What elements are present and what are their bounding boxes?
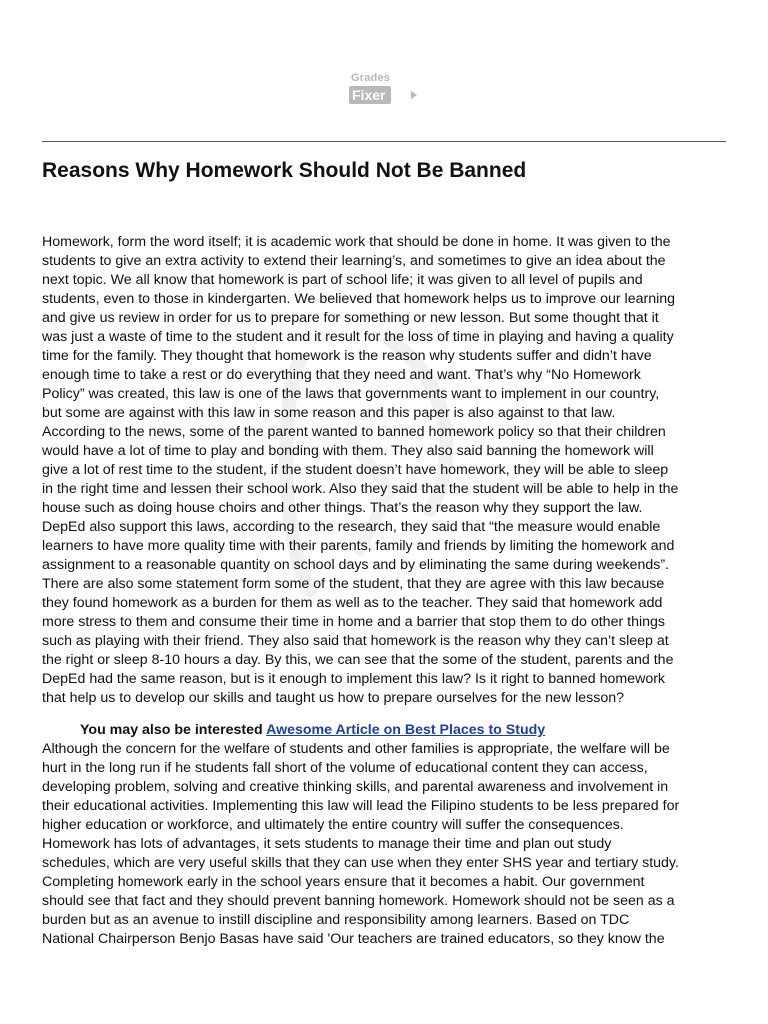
text-line: Completing homework early in the school years ensure that it becomes a habit. Our government [42,874,645,890]
text-line: they found homework as a burden for them as well as to the teacher. They said that homework add [42,595,663,611]
text-line: more stress to them and consume their time in home and a barrier that stop them to do other things [42,614,665,630]
text-line: the right or sleep 8-10 hours a day. By this, we can see that the some of the student, parents and the [42,652,674,668]
text-line: burden but as an avenue to instill discipline and responsibility among learners. Based on TDC [42,912,630,928]
gradesfixer-logo[interactable] [349,72,421,108]
text-line: enough time to take a rest or do everything that they need and want. That’s why “No Homework [42,367,641,383]
text-line: There are also some statement form some of the student, that they are agree with this law because [42,576,665,592]
text-line: and give us review in order for us to prepare for something or new lesson. But some thought that it [42,310,659,326]
text-line: students to give an extra activity to extend their learning’s, and sometimes to give an idea about the [42,253,666,269]
text-line: schedules, which are very useful skills that they can use when they enter SHS year and tertiary study. [42,855,679,871]
text-line: was just a waste of time to the student and it result for the loss of time in playing and having a quality [42,329,674,345]
text-line: next topic. We all know that homework is part of school life; it was given to all level of pupils and [42,272,643,288]
text-line: assignment to a reasonable quantity on school days and by eliminating the same during weekends”. [42,557,669,573]
text-line: National Chairperson Benjo Basas have said 'Our teachers are trained educators, so they know the [42,931,665,947]
text-line: would have a lot of time to play and bonding with them. They also said banning the homework will [42,443,654,459]
text-line: their educational activities. Implementing this law will lead the Filipino students to be less prepared for [42,798,680,814]
page-title: Reasons Why Homework Should Not Be Banned [42,159,527,182]
text-line: house such as doing house choirs and other things. That’s the reason why they support the law. [42,500,643,516]
text-line: Homework has lots of advantages, it sets students to manage their time and plan out study [42,836,612,852]
text-line: developing problem, solving and creative thinking skills, and parental awareness and involvement in [42,779,669,795]
related-article [80,721,545,740]
text-line: DepEd had the same reason, but is it enough to implement this law? Is it right to banned homework [42,671,666,687]
logo-top-text: Grades [351,72,391,84]
text-line: in the right time and lessen their school work. Also they said that the student will be able to help in the [42,481,679,497]
paragraph-1 [42,233,732,708]
text-line: DepEd also support this laws, according to the research, they said that “the measure would enable [42,519,661,535]
text-line: time for the family. They thought that homework is the reason why students suffer and didn’t have [42,348,652,364]
text-line: Policy” was created, this law is one of the laws that governments want to implement in our country, [42,386,660,402]
text-line: students, even to those in kindergarten. We believed that homework helps us to improve our learning [42,291,676,307]
text-line: Although the concern for the welfare of students and other families is appropriate, the welfare will be [42,741,670,757]
text-line: but some are against with this law in some reason and this paper is also against to that law. [42,405,616,421]
related-prefix: You may also be interested [80,722,263,738]
header-divider [42,141,726,142]
logo-arrow-icon [411,91,417,99]
text-line: According to the news, some of the parent wanted to banned homework policy so that their children [42,424,666,440]
text-line: such as playing with their friend. They also said that homework is the reason why they can’t sleep at [42,633,669,649]
text-line: learners to have more quality time with their parents, family and friends by limiting the homework and [42,538,675,554]
text-line: should see that fact and they should prevent banning homework. Homework should not be seen as a [42,893,675,909]
text-line: give a lot of rest time to the student, if the student doesn’t have homework, they will be able to sleep [42,462,669,478]
related-article-link[interactable]: Awesome Article on Best Places to Study [266,722,546,738]
text-line: higher education or workforce, and ultimately the entire country will suffer the consequences. [42,817,624,833]
paragraph-2 [42,740,732,949]
text-line: hurt in the long run if he students fall short of the volume of educational content they can access, [42,760,648,776]
logo-box-text: Fixer [349,86,391,104]
text-line: that help us to develop our skills and taught us how to prepare ourselves for the new lesson? [42,690,625,706]
text-line: Homework, form the word itself; it is academic work that should be done in home. It was given to the [42,234,671,250]
